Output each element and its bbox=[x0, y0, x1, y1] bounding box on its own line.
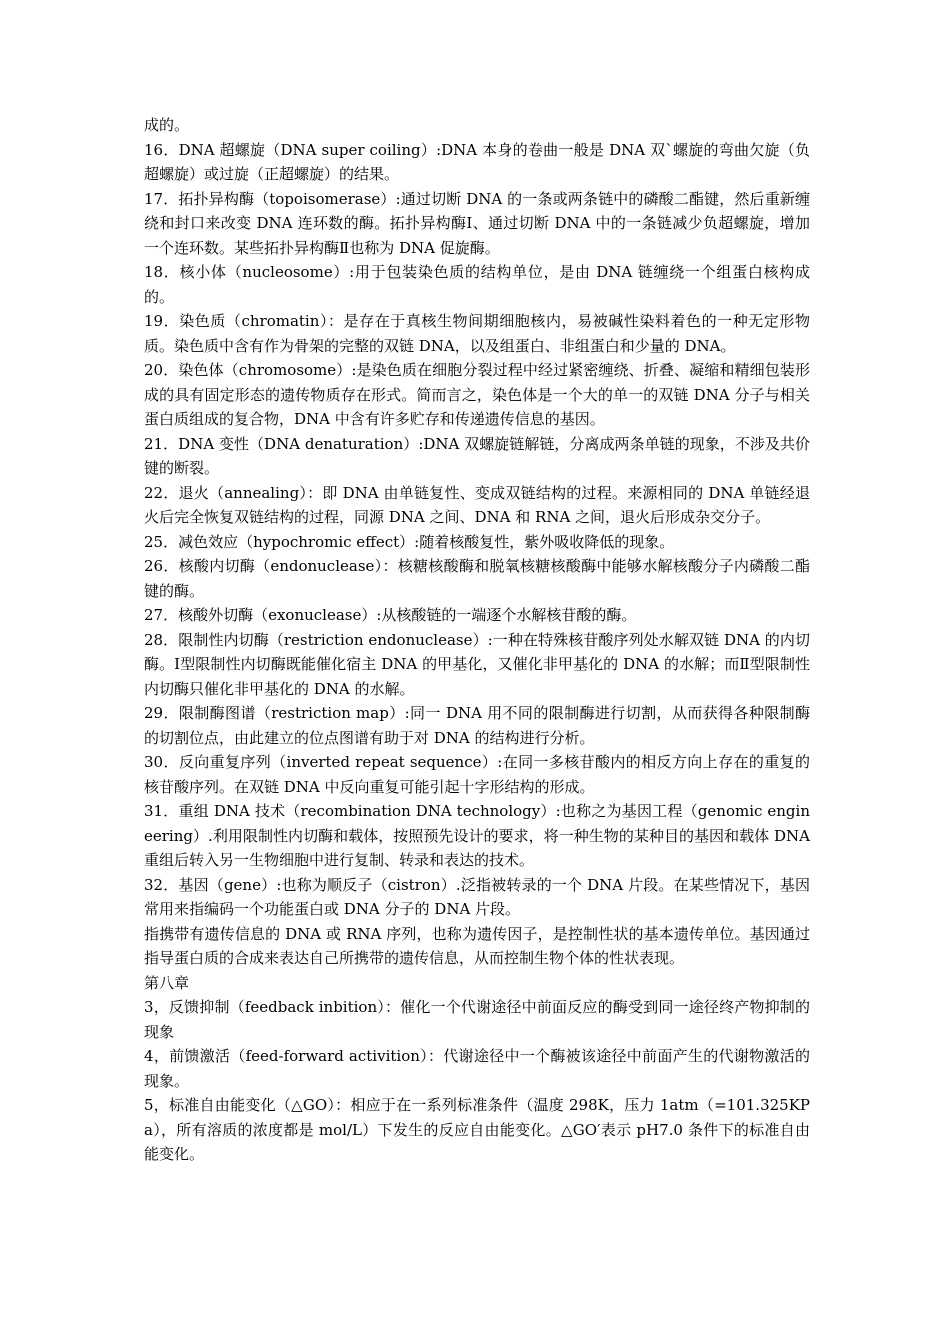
term-annealing: 22．退火（annealing）：即 DNA 由单链复性、变成双链结构的过程。来源相同的 DNA 单链经退火后完全恢复双链结构的过程，同源 DNA 之间、DNA 和 RNA 之间，退火后形成杂交分子。 bbox=[144, 483, 810, 526]
paragraph-gene-definition: 指携带有遗传信息的 DNA 或 RNA 序列，也称为遗传因子，是控制性状的基本遗传单位。基因通过指导蛋白质的合成来表达自己所携带的遗传信息，从而控制生物个体的性状表现。 bbox=[144, 924, 810, 967]
term-recombinant-dna: 31．重组 DNA 技术（recombination DNA technology）:也称之为基因工程（genomic engineering）.利用限制性内切酶和载体，按照预先设计的要求，将一种生物的某种目的基因和载体 DNA 重组后转入另一生物细胞中进行复制、转录和表达的技术。 bbox=[144, 802, 810, 869]
term-restriction-map: 29．限制酶图谱（restriction map）:同一 DNA 用不同的限制酶进行切割，从而获得各种限制酶的切割位点，由此建立的位点图谱有助于对 DNA 的结构进行分析。 bbox=[144, 704, 810, 747]
term-topoisomerase: 17．拓扑异构酶（topoisomerase）:通过切断 DNA 的一条或两条链中的磷酸二酯键，然后重新缠绕和封口来改变 DNA 连环数的酶。拓扑异构酶Ⅰ、通过切断 DNA 中的一条链减少负超螺旋，增加一个连环数。某些拓扑异构酶Ⅱ也称为 DNA 促旋酶。 bbox=[144, 189, 810, 257]
paragraph-continuation: 成的。 bbox=[144, 116, 190, 134]
term-exonuclease: 27．核酸外切酶（exonuclease）:从核酸链的一端逐个水解核苷酸的酶。 bbox=[144, 606, 637, 624]
term-feed-forward-activation: 4，前馈激活（feed-forward activition）：代谢途径中一个酶被该途径中前面产生的代谢物激活的现象。 bbox=[144, 1047, 810, 1090]
term-gene: 32．基因（gene）:也称为顺反子（cistron）.泛指被转录的一个 DNA 片段。在某些情况下，基因常用来指编码一个功能蛋白或 DNA 分子的 DNA 片段。 bbox=[144, 875, 810, 918]
term-hypochromic-effect: 25．减色效应（hypochromic effect）:随着核酸复性，紫外吸收降低的现象。 bbox=[144, 532, 675, 551]
chapter-heading: 第八章 bbox=[144, 973, 190, 992]
term-standard-free-energy: 5，标准自由能变化（△GO）：相应于在一系列标准条件（温度 298K，压力 1atm（=101.325KPa），所有溶质的浓度都是 mol/L）下发生的反应自由能变化。△GO′表示 pH7.0 条件下的标准自由能变化。 bbox=[144, 1096, 810, 1163]
term-chromosome: 20．染色体（chromosome）:是染色质在细胞分裂过程中经过紧密缠绕、折叠、凝缩和精细包装形成的具有固定形态的遗传物质存在形式。简而言之，染色体是一个大的单一的双链 DNA 分子与相关蛋白质组成的复合物，DNA 中含有许多贮存和传递遗传信息的基因。 bbox=[144, 361, 810, 428]
term-feedback-inhibition: 3，反馈抑制（feedback inbition）：催化一个代谢途径中前面反应的酶受到同一途径终产物抑制的现象 bbox=[144, 998, 810, 1041]
term-nucleosome: 18．核小体（nucleosome）:用于包装染色质的结构单位，是由 DNA 链缠绕一个组蛋白核构成的。 bbox=[144, 263, 810, 306]
term-restriction-endonuclease: 28．限制性内切酶（restriction endonuclease）:一种在特殊核苷酸序列处水解双链 DNA 的内切酶。Ⅰ型限制性内切酶既能催化宿主 DNA 的甲基化，又催化非甲基化的 DNA 的水解；而Ⅱ型限制性内切酶只催化非甲基化的 DNA 的水解。 bbox=[144, 630, 810, 698]
term-inverted-repeat: 30．反向重复序列（inverted repeat sequence）:在同一多核苷酸内的相反方向上存在的重复的核苷酸序列。在双链 DNA 中反向重复可能引起十字形结构的形成。 bbox=[144, 753, 810, 796]
term-chromatin: 19．染色质（chromatin）：是存在于真核生物间期细胞核内，易被碱性染料着色的一种无定形物质。染色质中含有作为骨架的完整的双链 DNA，以及组蛋白、非组蛋白和少量的 DNA。 bbox=[144, 312, 810, 355]
document-page bbox=[144, 113, 810, 1167]
term-endonuclease: 26．核酸内切酶（endonuclease）：核糖核酸酶和脱氧核糖核酸酶中能够水解核酸分子内磷酸二酯键的酶。 bbox=[144, 557, 810, 600]
term-dna-denaturation: 21．DNA 变性（DNA denaturation）:DNA 双螺旋链解链，分离成两条单链的现象，不涉及共价键的断裂。 bbox=[144, 434, 810, 477]
term-dna-supercoiling: 16．DNA 超螺旋（DNA super coiling）:DNA 本身的卷曲一般是 DNA 双`螺旋的弯曲欠旋（负超螺旋）或过旋（正超螺旋）的结果。 bbox=[144, 140, 810, 183]
